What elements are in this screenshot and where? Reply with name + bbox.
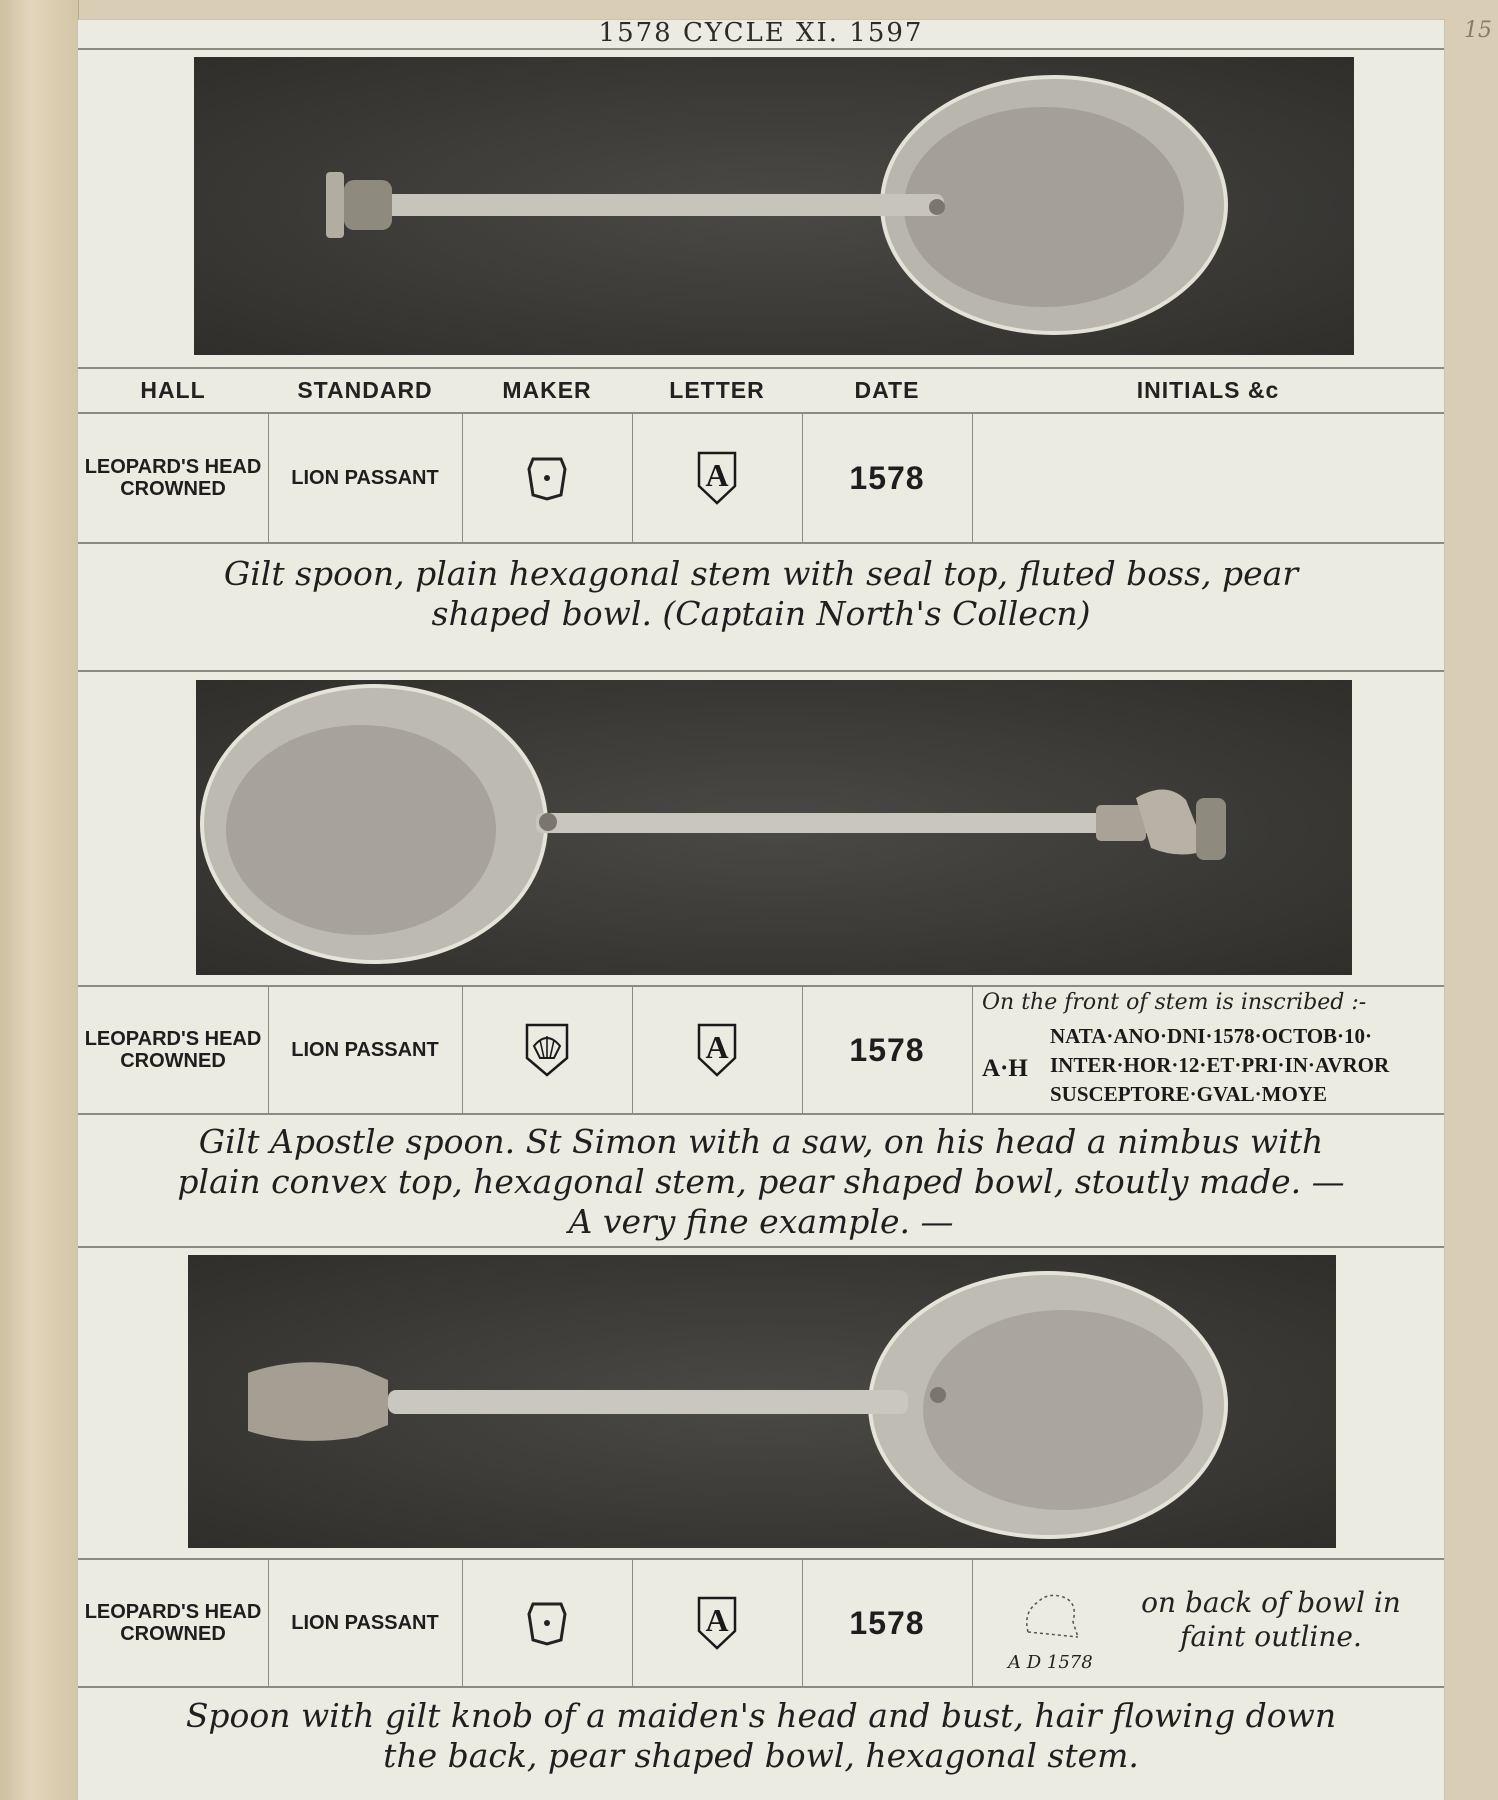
apostle-spoon-image: [196, 680, 1352, 975]
letter-shield-icon: [696, 450, 738, 506]
maker-mark: [462, 414, 633, 542]
maker-mark: [462, 987, 633, 1113]
divider: [78, 1246, 1444, 1248]
date-value: 1578: [802, 987, 973, 1113]
spoon-photo-3: [188, 1255, 1336, 1548]
cycle-heading: 1578 CYCLE XI. 1597: [598, 18, 924, 48]
description-2: Gilt Apostle spoon. St Simon with a saw, on his head a nimbus with plain convex top, hexagonal stem, pear shaped bowl, stoutly made. — A very fine example. —: [177, 1122, 1345, 1241]
standard-mark-text: LION PASSANT: [268, 414, 463, 542]
inscription-line-2: INTER·HOR·12·ET·PRI·IN·AVROR: [1050, 1053, 1390, 1077]
letter-shield-icon: [696, 1022, 738, 1078]
date-value: 1578: [802, 414, 973, 542]
initials-cell: [972, 414, 1444, 542]
initials-date-note: A D 1578: [1008, 1652, 1093, 1673]
inscription-intro: On the front of stem is inscribed :-: [982, 990, 1367, 1015]
divider: [78, 1686, 1444, 1688]
divider: [78, 670, 1444, 672]
letter-glyph: A: [705, 457, 729, 493]
inscription-line-1: NATA·ANO·DNI·1578·OCTOB·10·: [1050, 1024, 1373, 1048]
hall-mark-text: LEOPARD'S HEAD CROWNED: [78, 1560, 269, 1686]
date-letter-mark: [632, 987, 803, 1113]
inscription-line-3: SUSCEPTORE·GVAL·MOYE: [1050, 1082, 1327, 1106]
book-binding: [0, 0, 79, 1800]
plate-sheet: [78, 20, 1444, 1800]
standard-mark-text: LION PASSANT: [268, 1560, 463, 1686]
inscription-initials: A·H: [982, 1055, 1028, 1082]
column-header-maker: MAKER: [502, 377, 592, 403]
letter-glyph: A: [705, 1602, 729, 1638]
date-letter-mark: [632, 1560, 803, 1686]
column-header-letter: LETTER: [669, 377, 765, 403]
hall-mark-text: LEOPARD'S HEAD CROWNED: [78, 987, 269, 1113]
maker-mark-scallop-shell-icon: [524, 1022, 570, 1078]
maiden-head-spoon-image: [188, 1255, 1336, 1548]
spoon-photo-2: [196, 680, 1352, 975]
standard-mark-text: LION PASSANT: [268, 987, 463, 1113]
date-value: 1578: [802, 1560, 973, 1686]
column-header-date: DATE: [854, 377, 920, 403]
description-1: Gilt spoon, plain hexagonal stem with seal top, fluted boss, pear shaped bowl. (Captain North's Collecn): [223, 554, 1299, 633]
divider: [78, 367, 1444, 369]
divider: [78, 48, 1444, 50]
hall-mark-text: LEOPARD'S HEAD CROWNED: [78, 414, 269, 542]
initials-sketch-icon: [1008, 1572, 1108, 1652]
letter-shield-icon: [696, 1595, 738, 1651]
spoon-seal-top-image: [194, 57, 1354, 355]
spoon-photo-1: [194, 57, 1354, 355]
description-3: Spoon with gilt knob of a maiden's head and bust, hair flowing down the back, pear shaped bowl, hexagonal stem.: [185, 1696, 1337, 1775]
date-letter-mark: [632, 414, 803, 542]
column-header-hall: HALL: [140, 377, 206, 403]
initials-note: on back of bowl in faint outline.: [1141, 1586, 1401, 1653]
page-corner-number: 15: [1464, 18, 1492, 43]
divider: [78, 542, 1444, 544]
letter-glyph: A: [705, 1029, 729, 1065]
maker-mark-crescent-icon: [525, 455, 569, 501]
column-header-initials: INITIALS &c: [1136, 377, 1280, 403]
maker-mark-crescent-icon: [525, 1600, 569, 1646]
divider: [78, 1113, 1444, 1115]
maker-mark: [462, 1560, 633, 1686]
column-header-standard: STANDARD: [297, 377, 433, 403]
